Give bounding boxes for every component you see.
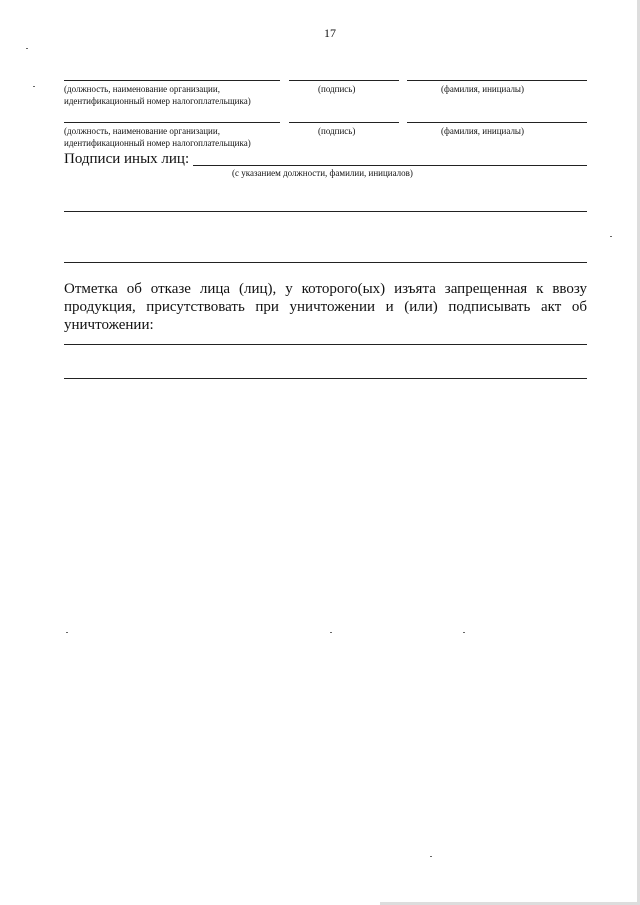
- position-line-1: [64, 80, 280, 81]
- signature-line-1: [289, 80, 399, 81]
- scan-speck: [430, 856, 432, 857]
- other-signatures-line-3: [64, 262, 587, 263]
- scan-speck: [33, 86, 35, 87]
- position-caption-2-line2: идентификационный номер налогоплательщика): [64, 138, 251, 148]
- position-line-2: [64, 122, 280, 123]
- page-number: 17: [324, 26, 336, 40]
- signature-line-2: [289, 122, 399, 123]
- position-caption-1-line2: идентификационный номер налогоплательщика): [64, 96, 251, 106]
- name-line-2: [407, 122, 587, 123]
- signature-caption-2: (подпись): [318, 126, 356, 136]
- refusal-note: Отметка об отказе лица (лиц), у которого(ых) изъята запрещенная к ввозу продукция, присутствовать при уничтожении и (или) подписывать акт об уничтожении:: [64, 281, 587, 333]
- position-caption-2: (должность, наименование организации,: [64, 126, 220, 136]
- signature-caption-1: (подпись): [318, 84, 356, 94]
- scan-speck: [610, 236, 612, 237]
- other-signatures-line-2: [64, 211, 587, 212]
- name-caption-2: (фамилия, инициалы): [441, 126, 524, 136]
- name-line-1: [407, 80, 587, 81]
- refusal-line-2: [64, 378, 587, 379]
- other-signatures-caption: (с указанием должности, фамилии, инициалов): [232, 168, 413, 178]
- scan-speck: [26, 48, 28, 49]
- position-caption-1: (должность, наименование организации,: [64, 84, 220, 94]
- scan-speck: [330, 632, 332, 633]
- refusal-line-1: [64, 344, 587, 345]
- scan-speck: [66, 632, 68, 633]
- other-signatures-label: Подписи иных лиц:: [64, 151, 190, 167]
- name-caption-1: (фамилия, инициалы): [441, 84, 524, 94]
- other-signatures-line-1: [193, 165, 587, 166]
- scan-speck: [463, 632, 465, 633]
